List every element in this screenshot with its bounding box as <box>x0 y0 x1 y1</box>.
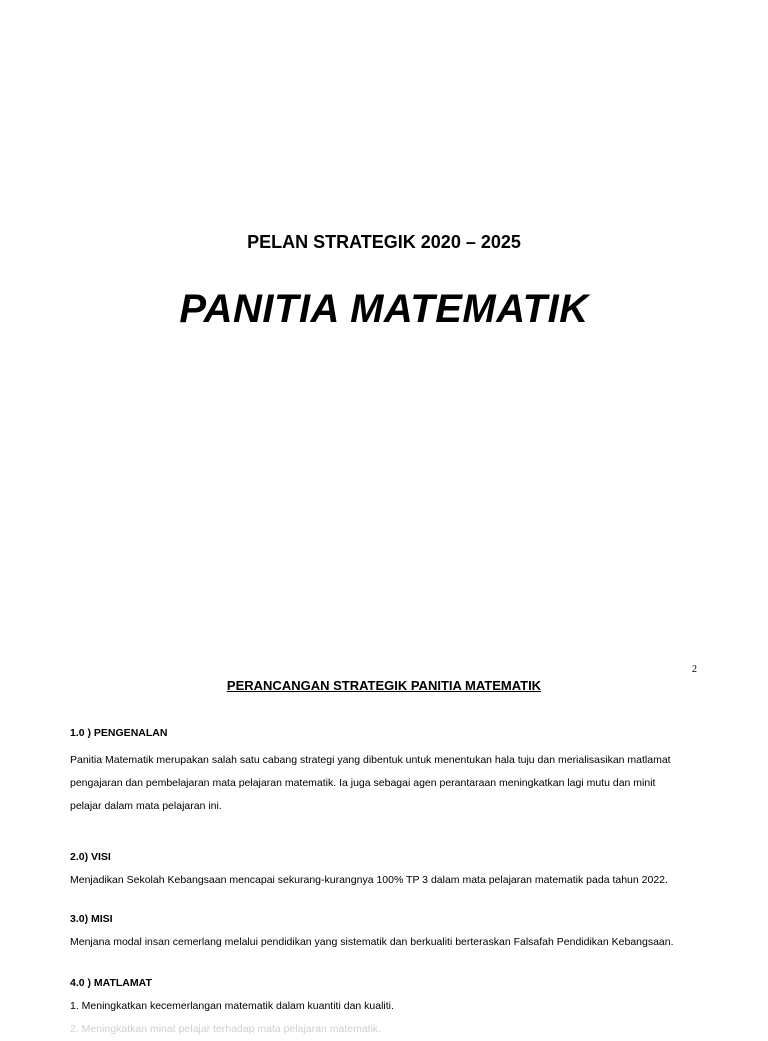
pengenalan-title: 1.0 ) PENGENALAN <box>70 727 168 739</box>
visi-section <box>70 846 710 892</box>
cover-title: PANITIA MATEMATIK <box>179 287 589 331</box>
matlamat-item-2: 2. Meningkatkan minat pelajar terhadap mata pelajaran matematik. <box>70 1023 382 1035</box>
cover-subtitle: PELAN STRATEGIK 2020 – 2025 <box>247 232 521 252</box>
visi-title: 2.0) VISI <box>70 851 111 863</box>
matlamat-section <box>70 972 710 1041</box>
visi-text: Menjadikan Sekolah Kebangsaan mencapai sekurang-kurangnya 100% TP 3 dalam mata pelajaran matematik pada tahun 2022. <box>70 874 668 886</box>
pengenalan-section <box>70 722 710 818</box>
matlamat-title: 4.0 ) MATLAMAT <box>70 977 152 989</box>
page-number: 2 <box>692 664 697 675</box>
misi-text: Menjana modal insan cemerlang melalui pendidikan yang sistematik dan berkualiti berteraskan Falsafah Pendidikan Kebangsaan. <box>70 936 674 948</box>
matlamat-item-1: 1. Meningkatkan kecemerlangan matematik dalam kuantiti dan kualiti. <box>70 1000 394 1012</box>
misi-title: 3.0) MISI <box>70 913 113 925</box>
section-heading: PERANCANGAN STRATEGIK PANITIA MATEMATIK <box>226 678 542 693</box>
pengenalan-line-3: pelajar dalam mata pelajaran ini. <box>70 800 222 812</box>
misi-section <box>70 908 710 954</box>
pengenalan-line-2: pengajaran dan pembelajaran mata pelajaran matematik. Ia juga sebagai agen perantaraan meningkatkan lagi mutu dan minit <box>70 777 656 789</box>
pengenalan-line-1: Panitia Matematik merupakan salah satu cabang strategi yang dibentuk untuk menentukan hala tuju dan merialisasikan matlamat <box>70 754 671 766</box>
